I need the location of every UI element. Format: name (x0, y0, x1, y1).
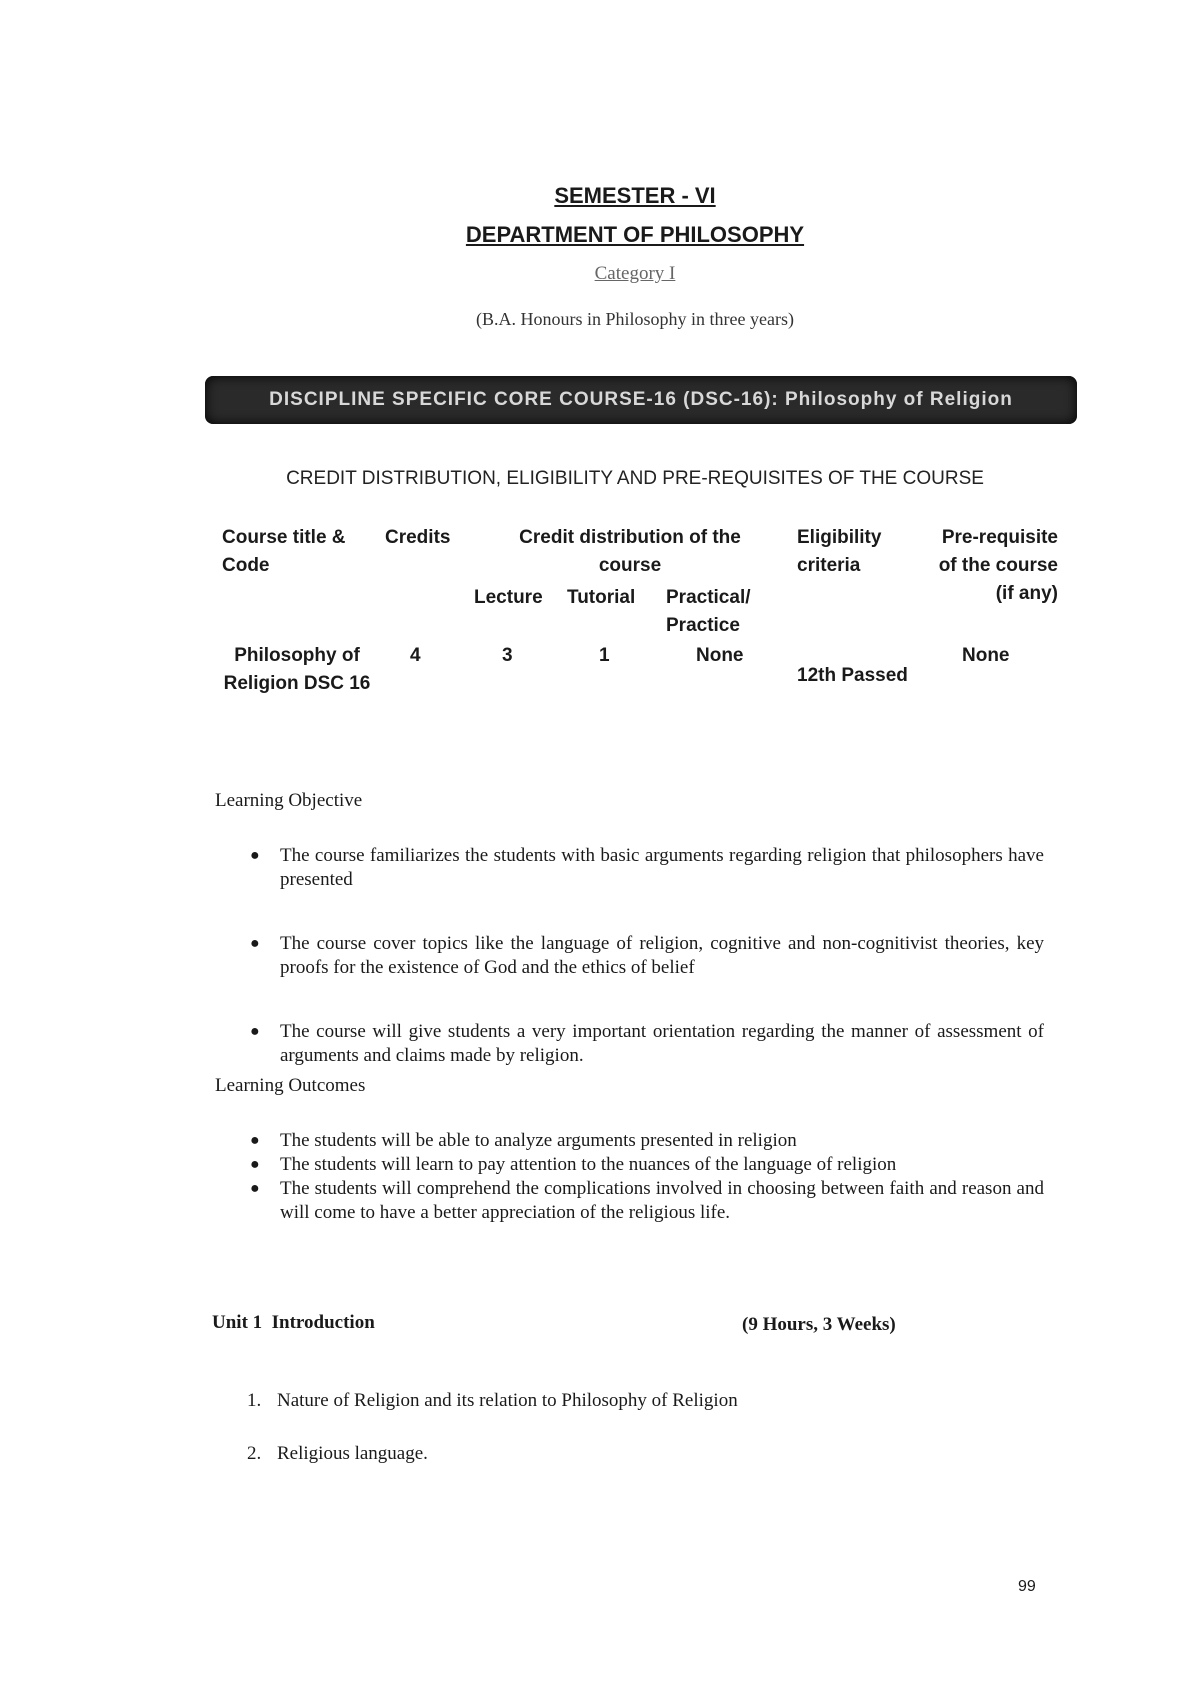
bullet-icon: ● (250, 1023, 260, 1040)
programme-line: (B.A. Honours in Philosophy in three years) (476, 309, 794, 329)
category-heading: Category I (594, 263, 676, 284)
unit-1-item (247, 1390, 738, 1412)
unit-1-item-text: Nature of Religion and its relation to Philosophy of Religion (277, 1390, 738, 1411)
course-banner-text: DISCIPLINE SPECIFIC CORE COURSE-16 (DSC-16): Philosophy of Religion (269, 389, 1013, 410)
td-credits: 4 (410, 645, 421, 666)
unit-1-title: Unit 1 Introduction (212, 1312, 375, 1333)
list-item: ● The course familiarizes the students with basic arguments regarding religion that philosophers have presented (250, 845, 1044, 890)
learning-objective-label: Learning Objective (215, 790, 363, 811)
semester-heading: SEMESTER - VI (554, 183, 716, 208)
list-item: ● The students will learn to pay attention to the nuances of the language of religion (250, 1154, 897, 1175)
learning-outcomes-list (250, 1129, 1044, 1225)
th-eligibility: Eligibility criteria (797, 527, 882, 576)
learning-outcomes-label: Learning Outcomes (215, 1075, 366, 1096)
list-item: ● The course will give students a very important orientation regarding the manner of assessment of arguments and claims made by religion. (250, 1021, 1044, 1066)
bullet-icon: ● (250, 1132, 260, 1149)
td-practical: None (696, 645, 744, 666)
bullet-icon: ● (250, 847, 260, 864)
learning-objective-list (250, 844, 1044, 1068)
td-eligibility: 12th Passed (797, 665, 908, 686)
department-heading: DEPARTMENT OF PHILOSOPHY (465, 222, 805, 247)
th-practical: Practical/ Practice (666, 587, 751, 636)
list-item: ● The course cover topics like the language of religion, cognitive and non-cognitivist theories, key proofs for the existence of God and the ethics of belief (250, 933, 1044, 978)
td-course-title: Philosophy of Religion DSC 16 (223, 645, 371, 694)
th-lecture: Lecture (474, 587, 543, 608)
td-tutorial: 1 (599, 645, 610, 666)
td-lecture: 3 (502, 645, 513, 666)
td-prerequisite: None (962, 645, 1010, 666)
bullet-icon: ● (250, 935, 260, 952)
list-item: ● The students will be able to analyze arguments presented in religion (250, 1130, 797, 1151)
th-credit-distribution: Credit distribution of the course (519, 527, 741, 576)
bullet-icon: ● (250, 1180, 260, 1197)
unit-1-item-number: 2. (247, 1443, 262, 1464)
bullet-icon: ● (250, 1156, 260, 1173)
th-prerequisite: Pre-requisite of the course (if any) (938, 527, 1058, 604)
credit-distribution-heading: CREDIT DISTRIBUTION, ELIGIBILITY AND PRE-REQUISITES OF THE COURSE (286, 468, 984, 489)
page-number: 99 (1018, 1578, 1036, 1595)
course-banner (205, 376, 1077, 424)
th-credits: Credits (385, 527, 451, 548)
th-course-title: Course title & Code (222, 527, 346, 576)
unit-1-item-number: 1. (247, 1390, 262, 1411)
credit-table (0, 520, 1200, 730)
unit-1-duration: (9 Hours, 3 Weeks) (742, 1314, 896, 1335)
unit-1-item (247, 1443, 428, 1465)
th-tutorial: Tutorial (567, 587, 636, 608)
unit-1-item-text: Religious language. (277, 1443, 428, 1464)
list-item: ● The students will comprehend the complications involved in choosing between faith and reason and will come to have a better appreciation of the religious life. (250, 1178, 1044, 1223)
